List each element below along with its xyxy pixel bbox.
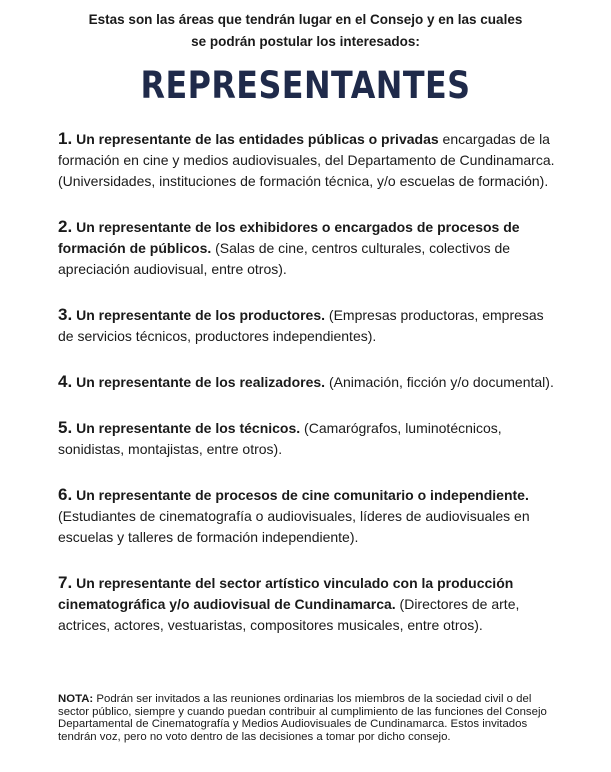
intro-text: [40, 9, 571, 53]
item-lead: Un representante de las entidades públicas o privadas: [76, 131, 439, 147]
item-number: 2.: [58, 217, 73, 236]
intro-line-2: se podrán postular los interesados:: [191, 34, 420, 49]
item-lead: Un representante de los exhibidores o encargados de procesos de formación de públicos.: [58, 219, 520, 256]
item-lead: Un representante del sector artístico vinculado con la producción cinematográfica y/o audiovisual de Cundinamarca.: [58, 575, 514, 612]
item-description: (Estudiantes de cinematografía o audiovisuales, líderes de audiovisuales en escuelas y talleres de formación independiente).: [58, 508, 530, 545]
list-item: [58, 304, 558, 347]
list-item: [58, 216, 558, 280]
list-item: [58, 484, 558, 548]
list-item: [58, 128, 558, 192]
list-item: [58, 417, 558, 460]
item-description: encargadas de la formación en cine y medios audiovisuales, del Departamento de Cundinamarca. (Universidades, instituciones de formación técnica, y/o escuelas de formación).: [58, 131, 555, 189]
item-lead: Un representante de los realizadores.: [76, 374, 326, 390]
item-number: 1.: [58, 129, 73, 148]
note-label: NOTA:: [58, 693, 94, 705]
item-lead: Un representante de los productores.: [76, 307, 326, 323]
note-text: Podrán ser invitados a las reuniones ordinarias los miembros de la sociedad civil o del sector público, siempre y cuando puedan contribuir al cumplimiento de las funciones del Consejo Departamental de Cinematografía y Medios Audiovisuales de Cundinamarca. Estos invitados tendrán voz, pero no voto dentro de las decisiones a tomar por dicho consejo.: [58, 693, 547, 743]
item-description: (Animación, ficción y/o documental).: [325, 374, 554, 390]
representatives-list: [58, 128, 558, 660]
item-description: (Directores de arte, actrices, actores, vestuaristas, compositores musicales, entre otros).: [58, 596, 520, 633]
list-item: [58, 371, 558, 393]
item-number: 5.: [58, 418, 73, 437]
item-number: 6.: [58, 485, 73, 504]
item-description: (Salas de cine, centros culturales, colectivos de apreciación audiovisual, entre otros).: [58, 240, 511, 277]
item-number: 3.: [58, 305, 73, 324]
list-item: [58, 572, 558, 636]
item-lead: Un representante de los técnicos.: [76, 420, 301, 436]
page-title: REPRESENTANTES: [140, 64, 471, 107]
item-number: 7.: [58, 573, 73, 592]
intro-line-1: Estas son las áreas que tendrán lugar en el Consejo y en las cuales: [88, 12, 523, 27]
note-paragraph: [58, 693, 558, 743]
item-lead: Un representante de procesos de cine comunitario o independiente.: [76, 487, 529, 503]
item-number: 4.: [58, 372, 73, 391]
item-description: (Camarógrafos, luminotécnicos, sonidistas, montajistas, entre otros).: [58, 420, 502, 457]
item-description: (Empresas productoras, empresas de servicios técnicos, productores independientes).: [58, 307, 544, 344]
